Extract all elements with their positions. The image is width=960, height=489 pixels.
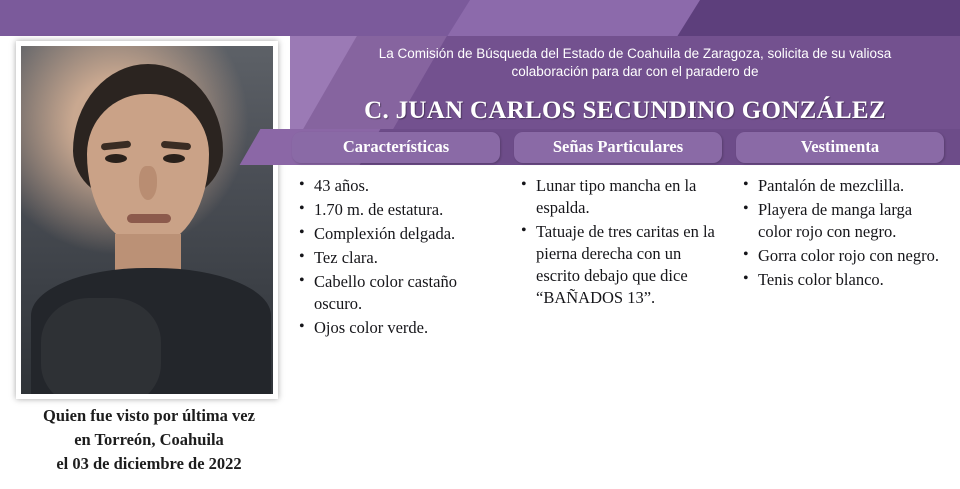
caption-line-1: Quien fue visto por última vez (43, 406, 255, 425)
caption-line-2: en Torreón, Coahuila (74, 429, 224, 449)
list-item: • Cabello color castaño oscuro. (312, 271, 500, 315)
caption-line-3: el 03 de diciembre de 2022 (56, 453, 242, 473)
column-caracteristicas (292, 132, 500, 341)
list-item: • Pantalón de mezclilla. (756, 175, 944, 197)
list-item: • 1.70 m. de estatura. (312, 199, 500, 221)
list-item: • Tatuaje de tres caritas en la pierna derecha con un escrito debajo que dice “BAÑADOS 13”. (534, 221, 722, 309)
list-item: • Playera de manga larga color rojo con negro. (756, 199, 944, 243)
list-item: • Lunar tipo mancha en la espalda. (534, 175, 722, 219)
column-list (514, 175, 722, 309)
list-item: • Ojos color verde. (312, 317, 500, 339)
person-photo (16, 41, 278, 399)
column-title: Características (292, 132, 500, 163)
column-list (736, 175, 944, 291)
band-shade-left (0, 0, 520, 36)
photo-shirt-highlight (41, 298, 161, 399)
band-shade-right (678, 0, 960, 36)
last-seen-caption (8, 404, 290, 476)
list-item: • Tez clara. (312, 247, 500, 269)
agency-request-line: La Comisión de Búsqueda del Estado de Coahuila de Zaragoza, solicita de su valiosa colaboración para dar con el paradero de (378, 46, 892, 80)
top-decorative-band (0, 0, 960, 36)
photo-image (21, 46, 273, 394)
column-title: Señas Particulares (514, 132, 722, 163)
list-item: • Complexión delgada. (312, 223, 500, 245)
info-columns (292, 132, 952, 341)
list-item: • Tenis color blanco. (756, 269, 944, 291)
column-list (292, 175, 500, 339)
photo-mouth (127, 214, 171, 223)
photo-nose (139, 166, 157, 200)
column-vestimenta (736, 132, 944, 341)
list-item: • 43 años. (312, 175, 500, 197)
photo-eye-right (163, 154, 185, 163)
column-title: Vestimenta (736, 132, 944, 163)
column-senas-particulares (514, 132, 722, 341)
photo-eye-left (105, 154, 127, 163)
person-name: C. JUAN CARLOS SECUNDINO GONZÁLEZ (364, 97, 886, 124)
list-item: • Gorra color rojo con negro. (756, 245, 944, 267)
